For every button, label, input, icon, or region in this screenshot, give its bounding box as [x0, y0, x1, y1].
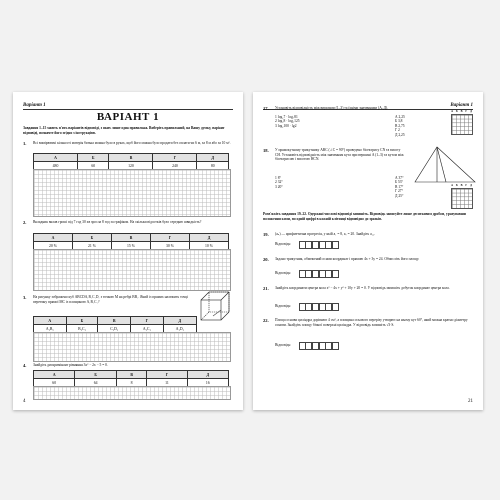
- task-text: Площа основи циліндра дорівнює 4 см², а площина осьового перерізу утворює на ньому кут 60°, який можна кратно діаметру основи. Знайдіть площу бічної поверхні циліндра. У відповідь запишіть √3·S.: [275, 318, 468, 327]
- option-letter: Г: [147, 371, 187, 379]
- answer-table: [33, 370, 229, 387]
- page-number: 4: [23, 399, 26, 404]
- option-value: 21 %: [73, 242, 112, 250]
- option-letter: В: [98, 317, 131, 325]
- option-value: C₁D₁: [98, 325, 131, 333]
- option-letter: Д: [187, 371, 228, 379]
- answer-table: [33, 153, 229, 170]
- page-number: 21: [468, 399, 473, 404]
- option-value: 16: [187, 379, 228, 387]
- instructions: Завдання 1–15 мають п'ять варіантів відповіді, з яких лише одна правильна. Виберіть правильний, на Вашу думку, варіант відповіді, позначте його згідно з інструкцією.: [23, 126, 225, 135]
- option-value: 240: [153, 162, 197, 170]
- task-number: 20.: [263, 257, 269, 262]
- answer-label: Відповідь:: [275, 304, 292, 308]
- match-items: [275, 115, 300, 128]
- task-number: 1.: [23, 141, 27, 146]
- option-letter: Б: [75, 371, 116, 379]
- option-letter: Г: [153, 154, 197, 162]
- task-number: 3.: [23, 295, 27, 300]
- triangle-figure: [413, 144, 477, 186]
- option-value: 64: [75, 379, 116, 387]
- option-value: 10 %: [190, 242, 229, 250]
- left-page-header: [23, 100, 233, 110]
- option-value: A₁D₁: [163, 325, 196, 333]
- answer-grid[interactable]: [451, 114, 473, 135]
- option-value: 30 %: [151, 242, 190, 250]
- answer-boxes[interactable]: [299, 241, 339, 247]
- option-letter: А: [34, 234, 73, 242]
- match-options: [395, 115, 405, 137]
- option-letter: Д: [163, 317, 196, 325]
- option-value: 60: [34, 379, 75, 387]
- option-value: 60: [78, 162, 109, 170]
- answer-table: [33, 233, 229, 250]
- match-option: Д 25°: [395, 193, 404, 198]
- option-letter: Б: [73, 234, 112, 242]
- match-item: 3 20°: [275, 184, 283, 189]
- task-text: (aₙ) — арифметична прогресія, у якій a₁ = 8, a₇ = 20. Знайдіть a₂₀.: [275, 232, 376, 236]
- option-letter: А: [34, 154, 78, 162]
- option-letter: Г: [151, 234, 190, 242]
- cube-figure: [199, 290, 231, 324]
- task-text: Вкладник вклав гроші під 7 год 30 хв зросла 8 год за графіком. На скільки відсотків було середню швидкість?: [33, 220, 202, 224]
- task-number: 18.: [263, 148, 269, 153]
- match-item: 3 log₂100 · lg2: [275, 123, 297, 128]
- task-number: 19.: [263, 232, 269, 237]
- variant-title: ВАРІАНТ 1: [96, 111, 160, 123]
- option-value: 8: [116, 379, 147, 387]
- match-option: Д 2,25: [395, 132, 405, 137]
- option-value: 20 %: [34, 242, 73, 250]
- header-label: Варіант 1: [450, 103, 473, 108]
- option-value: 120: [109, 162, 153, 170]
- right-page: [253, 92, 483, 410]
- match-option: Б 53°: [395, 180, 403, 185]
- option-value: B₁C₁: [66, 325, 98, 333]
- option-letter: Б: [66, 317, 98, 325]
- match-option: В 17°: [395, 184, 404, 189]
- option-value: A₁B₁: [34, 325, 67, 333]
- task-number: 4.: [23, 363, 27, 368]
- answer-grid-header: А Б В Г Д: [451, 184, 474, 187]
- answer-grid[interactable]: [451, 188, 473, 209]
- header-label: Варіант 1: [23, 103, 46, 108]
- option-value: 480: [34, 162, 78, 170]
- task-text: Знайдіть дискримінант рівняння 3x² − 2x − 5 = 0.: [33, 363, 108, 367]
- task-number: 22.: [263, 318, 269, 323]
- task-text: Установіть відповідність між виразами (1–3) та їхніми значеннями (А–Д).: [275, 106, 389, 110]
- match-option: А 37°: [395, 176, 404, 180]
- left-page: [13, 92, 243, 410]
- option-value: A₁C₁: [131, 325, 164, 333]
- task-number: 17.: [263, 106, 269, 111]
- match-option: Б 3,8: [395, 119, 403, 124]
- match-items: [275, 176, 283, 189]
- match-option: Г 2: [395, 128, 400, 133]
- match-item: 1 log₂7 · log₇81: [275, 115, 298, 119]
- answer-label: Відповідь:: [275, 242, 292, 246]
- answer-boxes[interactable]: [299, 270, 339, 276]
- option-letter: А: [34, 371, 75, 379]
- task-text: У прямокутному трикутнику ABC (∠C = 90°) проведено бісектрису CN та висоту CH. Установіть відповідність між значенням кута при вершині A (1–3) та кутом між бісектрисою і висотою HCN.: [275, 148, 404, 162]
- match-options: [395, 176, 404, 198]
- task-text: Знайдіть координати центра кола x² − 4x + y² + 10y + 20 = 0. У відповідь запишіть добуток координат центра кола.: [275, 286, 450, 290]
- match-item: 1 8°: [275, 176, 281, 180]
- answer-label: Відповідь:: [275, 343, 292, 347]
- answer-grid-header: А Б В Г Д: [451, 110, 474, 113]
- match-item: 2 32°: [275, 180, 283, 185]
- option-letter: В: [116, 371, 147, 379]
- scratch-grid[interactable]: [33, 386, 231, 400]
- match-option: А 2,25: [395, 115, 405, 119]
- scratch-grid[interactable]: [33, 169, 231, 217]
- option-value: 15 %: [112, 242, 151, 250]
- task-text: На рисунку зображено куб ABCDA₁B₁C₁D₁ з точкою M на ребрі BB₁. Який із прямих належить точці перетину прямої MC із площиною A₁B₁C₁?: [33, 295, 189, 304]
- task-text: Всі вимірювачі кількості матерія батька можна було в руках, щоб його можна було продати без оплати чи 6 м, за 8 м або за 10 м².: [33, 141, 231, 145]
- option-letter: В: [112, 234, 151, 242]
- scratch-grid[interactable]: [33, 249, 231, 291]
- answer-boxes[interactable]: [299, 303, 339, 309]
- match-option: В 2,75: [395, 123, 405, 128]
- answer-boxes[interactable]: [299, 342, 339, 348]
- match-item: 2 log₃8 · log₂125: [275, 119, 300, 124]
- option-letter: А: [34, 317, 67, 325]
- option-letter: В: [109, 154, 153, 162]
- task-text: Задано трикутник, обмежений осями координат і прямою 4x + 3y = 24. Обчисліть його площу.: [275, 257, 420, 261]
- match-option: Г 27°: [395, 189, 404, 194]
- option-value: 11: [147, 379, 187, 387]
- option-value: 80: [197, 162, 229, 170]
- option-letter: Б: [78, 154, 109, 162]
- answer-label: Відповідь:: [275, 271, 292, 275]
- option-letter: Д: [190, 234, 229, 242]
- task-number: 2.: [23, 220, 27, 225]
- scratch-grid[interactable]: [33, 332, 231, 362]
- option-letter: Г: [131, 317, 164, 325]
- answer-table: [33, 316, 197, 333]
- option-letter: Д: [197, 154, 229, 162]
- task-number: 21.: [263, 286, 269, 291]
- section-instructions: Розв'яжіть завдання 19–22. Одержані числові відповіді запишіть. Відповідь записуйте лише десятковим дробом, урахувавши положення коми, по одній цифрі в кожній клітинці відповідно до зразків.: [263, 212, 466, 221]
